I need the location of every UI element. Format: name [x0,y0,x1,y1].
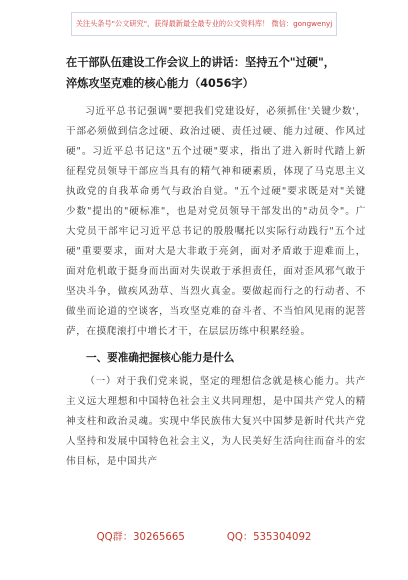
document-body [66,52,366,472]
promo-banner [71,12,337,36]
section-1-paragraph: （一）对于我们党来说，坚定的理想信念就是核心能力。共产主义远大理想和中国特色社会主义共同理想，是中国共产党人的精神支柱和政治灵魂。实现中华民族伟大复兴中国梦是新时代共产党人坚持和发展中国特色社会主义，为人民美好生活向往而奋斗的宏伟目标，是中国共产 [66,376,366,467]
promo-banner-text: 关注头条号"公文研究"，获得最新最全最专业的公文资料库！ 微信：gongwenyj [75,19,333,28]
footer-qq-group: QQ群：30265665 [96,532,185,543]
footer-qq-contact: QQ：535304092 [226,532,312,543]
document-title-line-1: 在干部队伍建设工作会议上的讲话：坚持五个"过硬"， [66,56,335,69]
document-title-line-2: 淬炼攻坚克难的核心能力（4056字） [66,77,254,90]
page-footer [0,528,408,543]
section-heading-1: 一、要准确把握核心能力是什么 [86,352,235,364]
intro-paragraph: 习近平总书记强调"要把我们党建设好，必须抓住'关键少数'，干部必须做到信念过硬、政治过硬、责任过硬、能力过硬、作风过硬"。习近平总书记这"五个过硬"要求，指出了进入新时代踏上新征程党员领导干部应当具有的精气神和硬素质，体现了马克思主义执政党的自我革命勇气与政治自觉。"五个过硬"要求既是对"关键少数"提出的"硬标准"，也是对党员领导干部发出的"动员令"。广大党员干部牢记习近平总书记的殷殷嘱托以实际行动践行"五个过硬"重要要求，面对大是大非敢于亮剑，面对矛盾敢于迎难而上，面对危机敢于挺身而出面对失误敢于承担责任，面对歪风邪气敢于坚决斗争，做疾风劲草、当烈火真金。要做起而行之的行动者、不做坐而论道的空谈客，当攻坚克难的奋斗者、不当怕风见雨的泥菩萨，在摸爬滚打中增长才干，在层层历练中积累经验。 [66,106,366,337]
